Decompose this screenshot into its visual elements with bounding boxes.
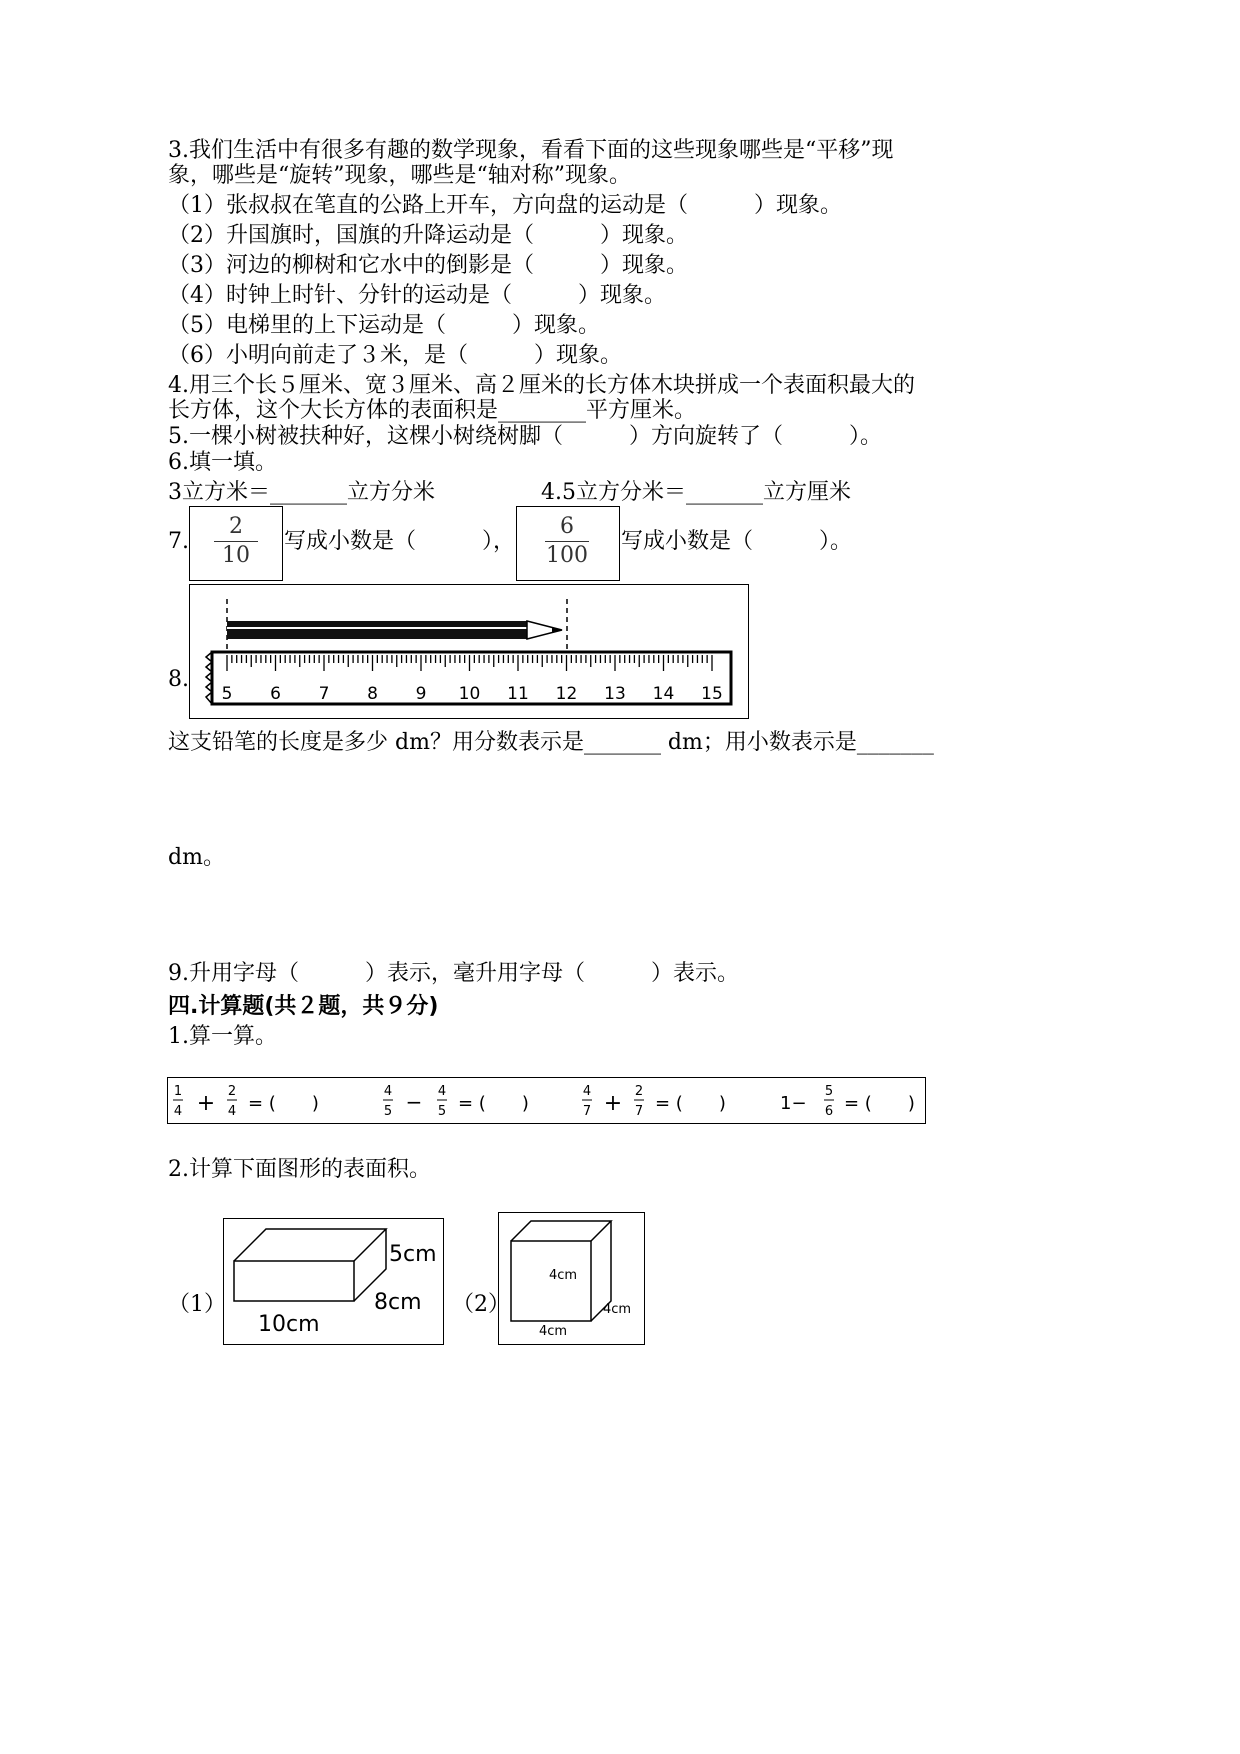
q4-line1: 4.用三个长５厘米、宽３厘米、高２厘米的长方体木块拼成一个表面积最大的 <box>168 373 915 398</box>
q8-ruler-figure <box>189 584 749 719</box>
expr2-eq: = ( ) <box>458 1093 529 1114</box>
q3-line1: 3.我们生活中有很多有趣的数学现象，看看下面的这些现象哪些是“平移”现 <box>168 138 894 163</box>
ruler-icon <box>206 652 731 704</box>
q6-title: 6.填一填。 <box>168 450 277 475</box>
expr1-a-num: 1 <box>173 1084 183 1099</box>
cube-diagram <box>499 1213 643 1343</box>
fig1-length: 10cm <box>258 1312 320 1337</box>
q3-item-2: （2）升国旗时，国旗的升降运动是（ ）现象。 <box>168 223 688 248</box>
ruler-label: 5 <box>221 684 233 704</box>
calc-expression-box <box>167 1077 926 1124</box>
fig2-label: （2） <box>452 1292 510 1317</box>
q8-number: 8. <box>168 667 189 692</box>
q9-text: 9.升用字母（ ）表示，毫升用字母（ ）表示。 <box>168 961 739 986</box>
ruler-label: 7 <box>318 684 330 704</box>
calc-expressions <box>168 1078 924 1122</box>
q7-text-1: 写成小数是（ ）， <box>284 529 516 554</box>
expr1-b-num: 2 <box>227 1084 237 1099</box>
q7-fraction-1 <box>206 515 266 568</box>
q3-line2: 象，哪些是“旋转”现象，哪些是“轴对称”现象。 <box>168 163 631 188</box>
expr1-eq: = ( ) <box>248 1093 319 1114</box>
ruler-label: 12 <box>555 684 578 704</box>
expr4-eq: = ( ) <box>844 1093 915 1114</box>
fig1-width: 8cm <box>374 1290 422 1315</box>
q3-item-6: （6）小明向前走了３米，是（ ）现象。 <box>168 343 622 368</box>
expr1-a-den: 4 <box>173 1104 183 1119</box>
fig1-label: （1） <box>168 1292 226 1317</box>
q4-line2: 长方体，这个大长方体的表面积是________平方厘米。 <box>168 398 697 423</box>
ruler-label: 13 <box>604 684 626 704</box>
expr3-a-num: 4 <box>582 1084 592 1099</box>
q5-text: 5.一棵小树被扶种好，这棵小树绕树脚（ ）方向旋转了（ ）。 <box>168 424 882 449</box>
fig2-width: 4cm <box>603 1302 632 1317</box>
q6-left: 3立方米＝_______立方分米 <box>168 480 435 505</box>
ruler-label: 9 <box>415 684 427 704</box>
fig1-box <box>223 1218 444 1345</box>
section-4-title: 四.计算题(共２题，共９分) <box>168 994 439 1019</box>
ruler-label: 8 <box>367 684 378 704</box>
q8-question: 这支铅笔的长度是多少 dm？用分数表示是_______ dm；用小数表示是_______ <box>168 730 934 755</box>
expr2-b-den: 5 <box>437 1104 447 1119</box>
q7-fraction-box-2 <box>516 506 620 581</box>
ruler-label: 6 <box>270 684 281 704</box>
q7-fraction-2 <box>537 515 597 568</box>
expr3-a-den: 7 <box>582 1104 592 1119</box>
q7-fraction-2-denominator: 100 <box>546 543 588 568</box>
q7-fraction-box-1 <box>189 506 283 581</box>
fig2-height: 4cm <box>549 1268 578 1283</box>
q7-text-2: 写成小数是（ ）。 <box>621 529 853 554</box>
cuboid-diagram <box>224 1219 442 1343</box>
ruler-label: 15 <box>701 684 723 704</box>
expr1-op: + <box>196 1091 216 1116</box>
q3-item-5: （5）电梯里的上下运动是（ ）现象。 <box>168 313 600 338</box>
fig2-length: 4cm <box>539 1324 568 1339</box>
expr2-a-num: 4 <box>383 1084 393 1099</box>
q7-number: 7. <box>168 529 189 554</box>
expr2-a-den: 5 <box>383 1104 393 1119</box>
q7-fraction-1-denominator: 10 <box>222 543 250 568</box>
pencil-ruler-diagram <box>190 585 747 717</box>
calc-q1-title: 1.算一算。 <box>168 1024 277 1049</box>
ruler-label: 11 <box>507 684 529 704</box>
expr3-eq: = ( ) <box>655 1093 726 1114</box>
ruler-label: 10 <box>458 684 481 704</box>
expr3-b-num: 2 <box>634 1084 644 1099</box>
expr4-b-den: 6 <box>824 1104 834 1119</box>
expr3-op: + <box>603 1091 623 1116</box>
fig2-box <box>498 1212 645 1345</box>
expr4-whole: 1− <box>780 1093 807 1114</box>
expr4-b-num: 5 <box>824 1084 834 1099</box>
expr2-op: − <box>405 1090 423 1114</box>
calc-q2-title: 2.计算下面图形的表面积。 <box>168 1157 431 1182</box>
q3-item-3: （3）河边的柳树和它水中的倒影是（ ）现象。 <box>168 253 688 278</box>
q8-tail: dm。 <box>168 845 225 870</box>
q3-item-1: （1）张叔叔在笔直的公路上开车，方向盘的运动是（ ）现象。 <box>168 193 842 218</box>
ruler-label: 14 <box>652 684 675 704</box>
pencil-icon <box>227 621 562 639</box>
q7-fraction-2-numerator: 6 <box>560 514 574 539</box>
expr2-b-num: 4 <box>437 1084 447 1099</box>
expr1-b-den: 4 <box>227 1104 237 1119</box>
expr3-b-den: 7 <box>634 1104 644 1119</box>
q6-right: 4.5立方分米＝_______立方厘米 <box>541 480 851 505</box>
q7-fraction-1-numerator: 2 <box>229 514 243 539</box>
fig1-height: 5cm <box>389 1242 437 1267</box>
q3-item-4: （4）时钟上时针、分针的运动是（ ）现象。 <box>168 283 666 308</box>
